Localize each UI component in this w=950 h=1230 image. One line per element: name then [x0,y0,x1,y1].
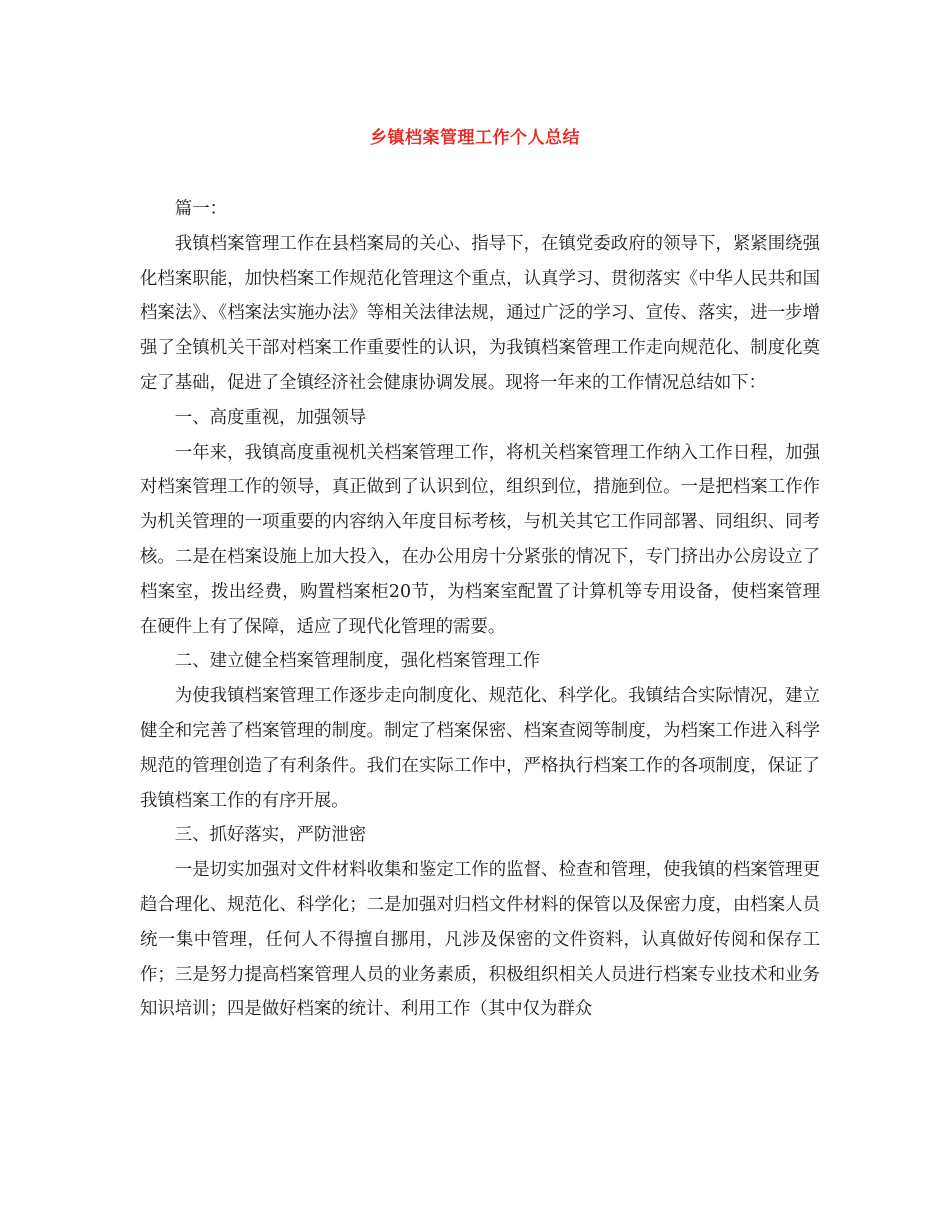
document-body [140,192,820,1027]
paragraph-two: 为使我镇档案管理工作逐步走向制度化、规范化、科学化。我镇结合实际情况，建立健全和完善了档案管理的制度。制定了档案保密、档案查阅等制度，为档案工作进入科学规范的管理创造了有利条件。我们在实际工作中，严格执行档案工作的各项制度，保证了我镇档案工作的有序开展。 [140,686,820,811]
heading-two: 二、建立健全档案管理制度，强化档案管理工作 [174,651,541,672]
paragraph-one: 一年来，我镇高度重视机关档案管理工作，将机关档案管理工作纳入工作日程，加强对档案管理工作的领导，真正做到了认识到位，组织到位，措施到位。一是把档案工作作为机关管理的一项重要的内容纳入年度目标考核，与机关其它工作同部署、同组织、同考核。二是在档案设施上加大投入，在办公用房十分紧张的情况下，专门挤出办公房设立了档案室，拨出经费，购置档案柜20节，为档案室配置了计算机等专用设备，使档案管理在硬件上有了保障，适应了现代化管理的需要。 [140,442,820,637]
document-title: 乡镇档案管理工作个人总结 [370,128,580,148]
heading-three: 三、抓好落实，严防泄密 [174,825,367,846]
intro-paragraph: 我镇档案管理工作在县档案局的关心、指导下，在镇党委政府的领导下，紧紧围绕强化档案职能，加快档案工作规范化管理这个重点，认真学习、贯彻落实《中华人民共和国档案法》、《档案法实施办法》等相关法律法规，通过广泛的学习、宣传、落实，进一步增强了全镇机关干部对档案工作重要性的认识，为我镇档案管理工作走向规范化、制度化奠定了基础，促进了全镇经济社会健康协调发展。现将一年来的工作情况总结如下： [140,233,820,393]
section-label: 篇一： [174,199,227,219]
heading-one: 一、高度重视，加强领导 [174,407,367,428]
paragraph-three: 一是切实加强对文件材料收集和鉴定工作的监督、检查和管理，使我镇的档案管理更趋合理化、规范化、科学化；二是加强对归档文件材料的保管以及保密力度，由档案人员统一集中管理，任何人不得擅自挪用，凡涉及保密的文件资料，认真做好传阅和保存工作；三是努力提高档案管理人员的业务素质，积极组织相关人员进行档案专业技术和业务知识培训；四是做好档案的统计、利用工作（其中仅为群众 [140,860,820,1020]
